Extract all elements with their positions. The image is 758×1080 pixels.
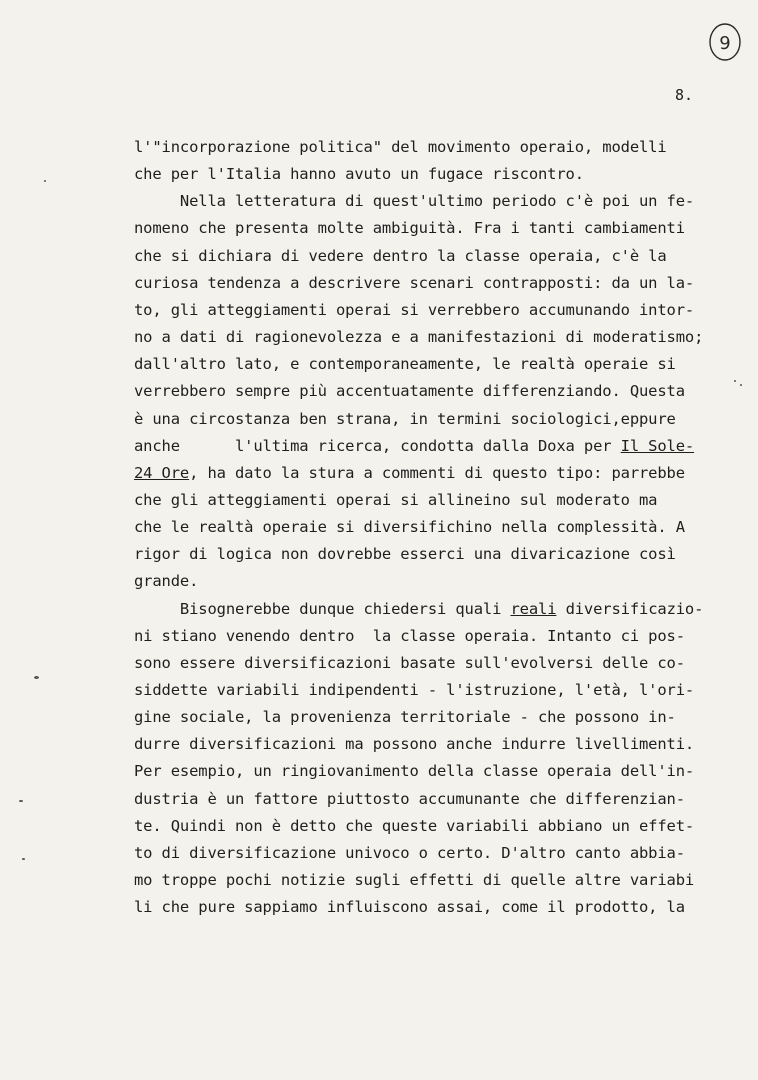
scan-speck (34, 676, 39, 679)
text-line-content: Per esempio, un ringiovanimento della classe operaia dell'in- (134, 762, 695, 781)
text-line (134, 135, 667, 159)
text-line-content: è una circostanza ben strana, in termini sociologici,eppure (134, 409, 676, 428)
text-line-content: grande. (134, 572, 199, 591)
text-line (134, 352, 676, 376)
text-line-content: li che pure sappiamo influiscono assai, come il prodotto, la (134, 898, 685, 917)
text-line (134, 841, 685, 865)
text-line-content: verrebbero sempre più accentuatamente differenziando. Questa (134, 382, 685, 401)
text-line (134, 298, 694, 322)
text-line (134, 651, 685, 675)
text-line-content: Bisognerebbe dunque chiedersi quali (134, 599, 511, 618)
text-line (134, 597, 703, 621)
text-line (134, 868, 694, 892)
text-line (134, 325, 703, 349)
scan-speck (22, 858, 25, 860)
text-line (134, 271, 694, 295)
text-line (134, 705, 676, 729)
text-line-continuation: , ha dato la stura a commenti di questo tipo: parrebbe (189, 463, 685, 482)
text-line-content: nomeno che presenta molte ambiguità. Fra i tanti cambiamenti (134, 219, 685, 238)
text-line (134, 542, 676, 566)
scan-speck (19, 800, 23, 802)
text-line (134, 244, 667, 268)
text-line-content: durre diversificazioni ma possono anche indurre livellimenti. (134, 735, 695, 754)
text-line (134, 216, 685, 240)
text-line-content: l'"incorporazione politica" del movimento operaio, modelli (134, 138, 667, 156)
text-line-content: gine sociale, la provenienza territoriale - che possono in- (134, 708, 676, 727)
folio-number: 9 (719, 33, 731, 54)
page-number: 8. (675, 86, 694, 104)
underlined-text: reali (510, 599, 557, 618)
text-line (134, 759, 694, 783)
scan-speck (734, 380, 736, 382)
text-line-content: no a dati di ragionevolezza e a manifestazioni di moderatismo; (134, 328, 704, 347)
text-line-content: to, gli atteggiamenti operai si verrebbero accumunando intor- (134, 300, 695, 319)
text-line-content: che si dichiara di vedere dentro la classe operaia, c'è la (134, 246, 667, 265)
text-line (134, 434, 694, 458)
text-line-content: rigor di logica non dovrebbe esserci una divaricazione così (134, 545, 676, 564)
text-line-content: dall'altro lato, e contemporaneamente, le realtà operaie si (134, 355, 676, 374)
text-line-content: che per l'Italia hanno avuto un fugace riscontro. (134, 165, 584, 184)
text-line (134, 787, 685, 811)
text-line-content: che le realtà operaie si diversifichino nella complessità. A (134, 518, 685, 537)
text-line-content: anche l'ultima ricerca, condotta dalla Doxa per (134, 436, 621, 455)
text-line-content: te. Quindi non è detto che queste variabili abbiano un effet- (134, 816, 695, 835)
text-line (134, 407, 676, 431)
text-line-continuation: diversificazio- (556, 599, 704, 618)
text-line (134, 895, 685, 919)
text-line-content: to di diversificazione univoco o certo. D'altro canto abbia- (134, 843, 685, 862)
scan-speck (740, 384, 742, 386)
text-line-content: dustria è un fattore piuttosto accumunante che differenzian- (134, 789, 685, 808)
text-line-content: Nella letteratura di quest'ultimo periodo c'è poi un fe- (134, 192, 695, 211)
text-line (134, 732, 694, 756)
text-line (134, 162, 584, 186)
text-line (134, 678, 694, 702)
text-line (134, 515, 685, 539)
text-line-content: mo troppe pochi notizie sugli effetti di quelle altre variabi (134, 871, 695, 890)
text-line (134, 814, 694, 838)
text-line (134, 189, 694, 213)
underlined-text: Il Sole- (620, 436, 695, 455)
text-line-content: ni stiano venendo dentro la classe operaia. Intanto ci pos- (134, 626, 685, 645)
text-line-content: che gli atteggiamenti operai si allineino sul moderato ma (134, 490, 658, 509)
text-line (134, 379, 685, 403)
text-line (134, 461, 685, 485)
text-line (134, 488, 657, 512)
underlined-text: 24 Ore (134, 463, 190, 482)
text-line (134, 569, 198, 593)
text-line-content: sono essere diversificazioni basate sull'evolversi delle co- (134, 653, 685, 672)
text-line-content: siddette variabili indipendenti - l'istruzione, l'età, l'ori- (134, 681, 695, 699)
scan-speck (44, 180, 46, 182)
text-line-content: curiosa tendenza a descrivere scenari contrapposti: da un la- (134, 273, 695, 292)
text-line (134, 624, 685, 648)
folio-circle-mark (708, 22, 742, 62)
